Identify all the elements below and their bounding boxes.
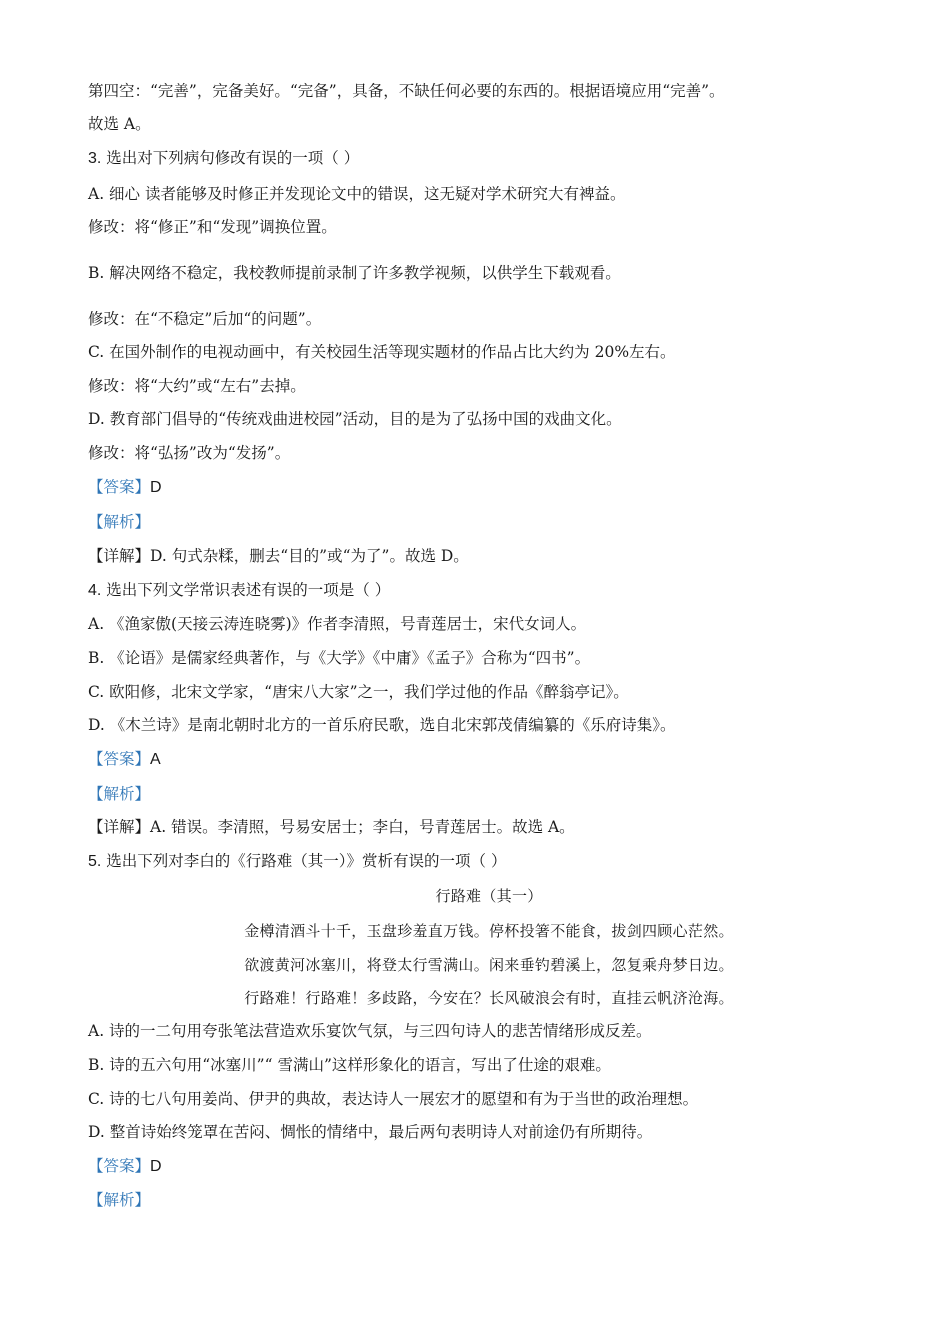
q3-option-d-fix: 修改：将“弘扬”改为“发扬”。	[88, 444, 291, 462]
answer-value: D	[150, 479, 162, 496]
q5-option-b: B. 诗的五六句用“冰塞川”“ 雪满山”这样形象化的语言，写出了仕途的艰难。	[88, 1056, 611, 1074]
q4-option-a: A. 《渔家傲(天接云涛连晓雾)》作者李清照，号青莲居士，宋代女词人。	[88, 615, 587, 633]
q5-analysis	[88, 1189, 890, 1211]
q4-option-d: D. 《木兰诗》是南北朝时北方的一首乐府民歌，选自北宋郭茂倩编纂的《乐府诗集》。	[88, 716, 676, 734]
q4-option-c: C. 欧阳修，北宋文学家，“唐宋八大家”之一，我们学过他的作品《醉翁亭记》。	[88, 683, 629, 701]
q3-analysis	[88, 511, 890, 533]
answer-value: A	[150, 751, 161, 768]
q5-option-d: D. 整首诗始终笼罩在苦闷、惆怅的情绪中，最后两句表明诗人对前途仍有所期待。	[88, 1123, 653, 1141]
answer-value: D	[150, 1158, 162, 1175]
q3-number: 3.	[88, 150, 102, 167]
answer-tag: 【答案】	[88, 750, 151, 768]
q3-option-b-fix: 修改：在“不稳定”后加“的问题”。	[88, 310, 322, 328]
detail-text: D. 句式杂糅，删去“目的”或“为了”。故选 D。	[150, 547, 469, 565]
answer-tag: 【答案】	[88, 478, 151, 496]
q5-option-c: C. 诗的七八句用姜尚、伊尹的典故，表达诗人一展宏才的愿望和有为于当世的政治理想。	[88, 1090, 699, 1108]
q3-option-a: A. 细心 读者能够及时修正并发现论文中的错误，这无疑对学术研究大有裨益。	[88, 185, 626, 203]
poem-line-2: 欲渡黄河冰塞川，将登太行雪满山。闲来垂钓碧溪上，忽复乘舟梦日边。	[244, 956, 734, 974]
analysis-tag: 【解析】	[88, 1191, 151, 1209]
detail-tag: 【详解】	[88, 818, 151, 836]
detail-text: A. 错误。李清照，号易安居士；李白，号青莲居士。故选 A。	[150, 818, 575, 836]
q4-number: 4.	[88, 582, 102, 599]
q5-stem: 选出下列对李白的《行路难（其一）》赏析有误的一项（ ）	[106, 852, 507, 870]
poem-line-3: 行路难！行路难！多歧路，今安在？长风破浪会有时，直挂云帆济沧海。	[244, 989, 734, 1007]
q2-explanation-line: 第四空：“完善”，完备美好。“完备”，具备，不缺任何必要的东西的。根据语境应用“完善”。	[88, 82, 725, 100]
answer-tag: 【答案】	[88, 1157, 151, 1175]
poem-title: 行路难（其一）	[435, 887, 543, 905]
q4-detail	[88, 816, 890, 838]
q3-question	[88, 147, 890, 170]
q4-answer	[88, 748, 890, 771]
q5-answer	[88, 1155, 890, 1178]
q3-option-b: B. 解决网络不稳定，我校教师提前录制了许多教学视频，以供学生下载观看。	[88, 264, 621, 282]
q4-stem: 选出下列文学常识表述有误的一项是（ ）	[106, 581, 391, 599]
q4-option-b: B. 《论语》是儒家经典著作，与《大学》《中庸》《孟子》合称为“四书”。	[88, 649, 591, 667]
q3-option-c: C. 在国外制作的电视动画中，有关校园生活等现实题材的作品占比大约为 20%左右。	[88, 343, 676, 361]
q2-conclusion-line: 故选 A。	[88, 115, 151, 133]
q5-question	[88, 850, 890, 873]
analysis-tag: 【解析】	[88, 785, 151, 803]
q3-option-c-fix: 修改：将“大约”或“左右”去掉。	[88, 377, 306, 395]
poem-line-1: 金樽清酒斗十千，玉盘珍羞直万钱。停杯投箸不能食，拔剑四顾心茫然。	[244, 922, 734, 940]
q4-question	[88, 579, 890, 602]
q3-option-d: D. 教育部门倡导的“传统戏曲进校园”活动，目的是为了弘扬中国的戏曲文化。	[88, 410, 622, 428]
q3-option-a-fix: 修改：将“修正”和“发现”调换位置。	[88, 218, 337, 236]
q3-answer	[88, 476, 890, 499]
analysis-tag: 【解析】	[88, 513, 151, 531]
q3-stem: 选出对下列病句修改有误的一项（ ）	[106, 149, 360, 167]
q5-number: 5.	[88, 853, 102, 870]
detail-tag: 【详解】	[88, 547, 151, 565]
q5-option-a: A. 诗的一二句用夸张笔法营造欢乐宴饮气氛，与三四句诗人的悲苦情绪形成反差。	[88, 1022, 652, 1040]
q4-analysis	[88, 783, 890, 805]
q3-detail	[88, 545, 890, 567]
